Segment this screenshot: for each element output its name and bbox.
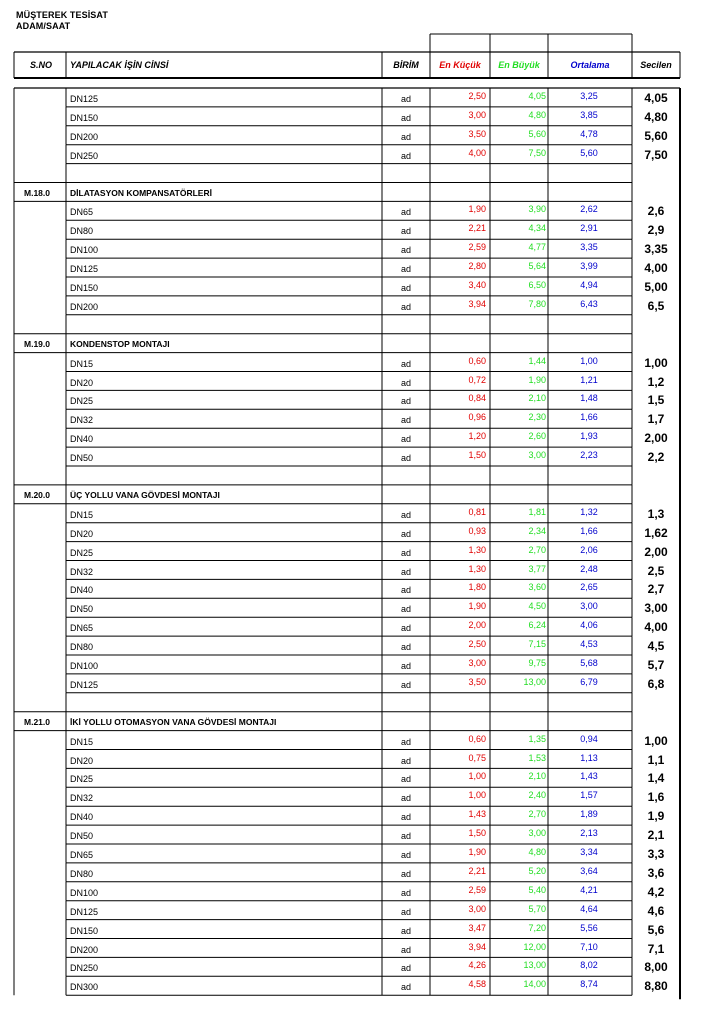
- item-selected: 1,62: [644, 525, 668, 540]
- item-max: 2,34: [528, 525, 546, 536]
- item-selected: 1,2: [647, 374, 665, 389]
- item-selected: 7,1: [647, 941, 665, 956]
- item-description: DN80: [70, 642, 94, 653]
- item-max: 12,00: [523, 941, 546, 952]
- item-max: 3,60: [528, 582, 546, 593]
- item-max: 13,00: [523, 676, 546, 687]
- item-selected: 4,5: [647, 639, 665, 654]
- item-selected: 4,6: [647, 903, 665, 918]
- item-min: 1,90: [468, 204, 486, 215]
- col-header-min: En Küçük: [439, 60, 481, 70]
- col-header-max: En Büyük: [498, 60, 540, 70]
- item-unit: ad: [400, 528, 411, 539]
- item-max: 4,77: [528, 242, 546, 253]
- item-selected: 2,00: [644, 431, 668, 446]
- item-description: DN50: [70, 604, 94, 615]
- item-selected: 5,60: [644, 128, 668, 143]
- item-average: 5,68: [580, 658, 598, 668]
- item-unit: ad: [400, 547, 411, 558]
- item-max: 9,75: [528, 658, 546, 668]
- item-description: DN40: [70, 585, 94, 596]
- item-min: 3,50: [468, 676, 486, 687]
- item-description: DN300: [70, 982, 99, 993]
- item-selected: 4,2: [647, 884, 665, 899]
- item-average: 6,43: [580, 298, 598, 309]
- item-min: 4,58: [468, 979, 486, 990]
- item-selected: 1,6: [647, 790, 665, 805]
- item-selected: 8,80: [644, 979, 668, 994]
- section-title: DİLATASYON KOMPANSATÖRLERİ: [70, 187, 212, 198]
- item-unit: ad: [400, 868, 411, 879]
- section-number: M.19.0: [24, 338, 50, 349]
- section-title: İKİ YOLLU OTOMASYON VANA GÖVDESİ MONTAJI: [70, 716, 277, 727]
- item-description: DN250: [70, 150, 99, 161]
- item-min: 1,43: [468, 809, 486, 820]
- item-average: 2,91: [580, 223, 598, 234]
- item-average: 8,02: [580, 960, 598, 971]
- item-min: 0,84: [468, 393, 486, 404]
- item-average: 4,94: [580, 280, 598, 290]
- item-description: DN125: [70, 679, 99, 690]
- item-unit: ad: [400, 396, 411, 407]
- item-average: 4,53: [580, 639, 598, 650]
- item-min: 3,00: [468, 903, 486, 914]
- item-max: 5,64: [528, 261, 546, 272]
- item-average: 5,56: [580, 922, 598, 933]
- item-min: 1,90: [468, 601, 486, 612]
- item-selected: 1,00: [644, 355, 668, 370]
- item-description: DN20: [70, 377, 94, 388]
- item-min: 3,40: [468, 280, 486, 290]
- item-unit: ad: [400, 94, 411, 104]
- item-average: 4,21: [580, 884, 598, 895]
- item-average: 1,66: [580, 412, 598, 423]
- item-unit: ad: [400, 812, 411, 823]
- item-unit: ad: [400, 887, 411, 898]
- item-max: 4,50: [528, 601, 546, 612]
- item-max: 4,05: [528, 91, 546, 101]
- item-average: 1,89: [580, 809, 598, 820]
- item-average: 6,79: [580, 676, 598, 687]
- item-description: DN25: [70, 774, 94, 785]
- item-min: 1,30: [468, 544, 486, 555]
- item-description: DN32: [70, 793, 94, 804]
- item-average: 2,23: [580, 450, 598, 461]
- item-description: DN100: [70, 887, 99, 898]
- item-description: DN15: [70, 736, 94, 747]
- item-unit: ad: [400, 755, 411, 766]
- item-unit: ad: [400, 774, 411, 785]
- item-max: 7,80: [528, 298, 546, 309]
- col-header-avg: Ortalama: [570, 60, 610, 70]
- item-max: 4,34: [528, 223, 546, 234]
- item-description: DN65: [70, 850, 94, 860]
- item-min: 3,47: [468, 922, 486, 933]
- item-unit: ad: [400, 585, 411, 596]
- item-average: 0,94: [580, 733, 598, 744]
- item-selected: 8,00: [644, 960, 668, 975]
- item-min: 2,50: [468, 639, 486, 650]
- item-average: 2,62: [580, 204, 598, 215]
- item-min: 2,00: [468, 620, 486, 631]
- section-title: ÜÇ YOLLU VANA GÖVDESİ MONTAJI: [70, 489, 220, 500]
- item-unit: ad: [400, 623, 411, 634]
- item-max: 5,40: [528, 884, 546, 895]
- item-max: 2,30: [528, 412, 546, 423]
- item-max: 2,10: [528, 771, 546, 782]
- item-description: DN40: [70, 812, 94, 823]
- item-max: 4,80: [528, 847, 546, 857]
- item-unit: ad: [400, 245, 411, 256]
- item-description: DN200: [70, 131, 99, 142]
- item-average: 3,99: [580, 261, 598, 272]
- item-description: DN200: [70, 301, 99, 312]
- item-max: 1,35: [528, 733, 546, 744]
- item-description: DN150: [70, 112, 99, 123]
- item-selected: 2,1: [647, 828, 665, 843]
- item-min: 2,50: [468, 91, 486, 101]
- item-selected: 2,9: [647, 223, 665, 238]
- item-unit: ad: [400, 831, 411, 842]
- sheet-title: MÜŞTEREK TESİSAT: [16, 10, 108, 20]
- item-unit: ad: [400, 434, 411, 445]
- item-average: 1,57: [580, 790, 598, 801]
- item-description: DN32: [70, 415, 94, 426]
- section-title: KONDENSTOP MONTAJI: [70, 338, 170, 349]
- item-average: 3,34: [580, 847, 598, 857]
- item-max: 3,77: [528, 563, 546, 574]
- item-selected: 3,6: [647, 865, 665, 880]
- item-average: 1,21: [580, 374, 598, 385]
- item-max: 1,44: [528, 355, 546, 366]
- item-description: DN25: [70, 547, 94, 558]
- item-unit: ad: [400, 661, 411, 671]
- item-selected: 6,5: [647, 298, 665, 313]
- item-selected: 4,05: [644, 91, 668, 105]
- item-max: 3,90: [528, 204, 546, 215]
- item-min: 1,00: [468, 771, 486, 782]
- item-selected: 7,50: [644, 147, 668, 162]
- item-min: 4,26: [468, 960, 486, 971]
- item-unit: ad: [400, 642, 411, 653]
- item-unit: ad: [400, 793, 411, 804]
- item-max: 2,60: [528, 431, 546, 442]
- item-min: 1,50: [468, 828, 486, 839]
- item-max: 13,00: [523, 960, 546, 971]
- item-max: 2,10: [528, 393, 546, 404]
- item-min: 0,96: [468, 412, 486, 423]
- item-average: 4,64: [580, 903, 598, 914]
- item-selected: 2,00: [644, 544, 668, 559]
- item-average: 7,10: [580, 941, 598, 952]
- item-min: 1,20: [468, 431, 486, 442]
- item-max: 7,20: [528, 922, 546, 933]
- item-average: 3,64: [580, 865, 598, 876]
- item-max: 3,00: [528, 450, 546, 461]
- item-description: DN50: [70, 453, 94, 464]
- item-min: 2,80: [468, 261, 486, 272]
- item-selected: 2,2: [647, 450, 665, 465]
- item-selected: 1,1: [647, 752, 665, 767]
- item-selected: 1,5: [647, 393, 665, 408]
- item-min: 1,50: [468, 450, 486, 461]
- item-min: 3,94: [468, 941, 486, 952]
- item-description: DN20: [70, 755, 94, 766]
- item-average: 2,65: [580, 582, 598, 593]
- item-description: DN15: [70, 509, 94, 520]
- item-average: 1,32: [580, 506, 598, 517]
- item-unit: ad: [400, 264, 411, 275]
- item-selected: 4,80: [644, 109, 668, 124]
- item-selected: 5,7: [647, 658, 665, 672]
- item-min: 0,75: [468, 752, 486, 763]
- item-description: DN150: [70, 925, 99, 936]
- item-average: 1,66: [580, 525, 598, 536]
- item-selected: 1,4: [647, 771, 665, 786]
- item-min: 2,59: [468, 884, 486, 895]
- item-min: 1,30: [468, 563, 486, 574]
- item-min: 2,21: [468, 865, 486, 876]
- item-max: 6,50: [528, 280, 546, 290]
- item-min: 4,00: [468, 147, 486, 158]
- item-selected: 1,7: [647, 412, 665, 427]
- item-unit: ad: [400, 112, 411, 123]
- item-description: DN65: [70, 623, 94, 634]
- item-unit: ad: [400, 131, 411, 142]
- item-average: 3,35: [580, 242, 598, 253]
- item-min: 0,72: [468, 374, 486, 385]
- item-max: 1,90: [528, 374, 546, 385]
- item-unit: ad: [400, 679, 411, 690]
- item-unit: ad: [400, 150, 411, 161]
- item-min: 3,00: [468, 658, 486, 668]
- item-unit: ad: [400, 301, 411, 312]
- item-unit: ad: [400, 925, 411, 936]
- item-description: DN80: [70, 226, 94, 237]
- item-max: 6,24: [528, 620, 546, 631]
- item-unit: ad: [400, 982, 411, 993]
- item-min: 1,90: [468, 847, 486, 857]
- item-average: 1,48: [580, 393, 598, 404]
- item-average: 1,00: [580, 355, 598, 366]
- item-unit: ad: [400, 509, 411, 520]
- item-average: 2,13: [580, 828, 598, 839]
- item-min: 2,21: [468, 223, 486, 234]
- item-min: 3,00: [468, 109, 486, 120]
- item-selected: 2,7: [647, 582, 665, 597]
- item-selected: 6,8: [647, 676, 665, 691]
- item-max: 2,70: [528, 809, 546, 820]
- col-header-unit: BİRİM: [393, 60, 419, 70]
- section-number: M.21.0: [24, 716, 50, 727]
- item-description: DN150: [70, 283, 99, 293]
- item-selected: 2,6: [647, 204, 665, 219]
- item-description: DN65: [70, 207, 94, 218]
- item-average: 3,25: [580, 91, 598, 101]
- item-selected: 3,00: [644, 601, 668, 616]
- item-unit: ad: [400, 963, 411, 974]
- item-unit: ad: [400, 283, 411, 293]
- item-max: 2,40: [528, 790, 546, 801]
- item-selected: 3,3: [647, 847, 665, 861]
- item-max: 1,53: [528, 752, 546, 763]
- item-max: 2,70: [528, 544, 546, 555]
- col-header-selected: Secilen: [640, 60, 672, 70]
- item-description: DN15: [70, 358, 94, 369]
- item-min: 0,60: [468, 355, 486, 366]
- item-unit: ad: [400, 850, 411, 860]
- item-selected: 5,00: [644, 280, 668, 294]
- item-description: DN250: [70, 963, 99, 974]
- item-max: 7,50: [528, 147, 546, 158]
- item-unit: ad: [400, 377, 411, 388]
- item-unit: ad: [400, 944, 411, 955]
- item-min: 0,93: [468, 525, 486, 536]
- item-min: 0,81: [468, 506, 486, 517]
- col-header-desc: YAPILACAK İŞİN CİNSİ: [70, 60, 169, 70]
- item-min: 1,80: [468, 582, 486, 593]
- item-unit: ad: [400, 415, 411, 426]
- item-description: DN32: [70, 566, 94, 577]
- item-max: 7,15: [528, 639, 546, 650]
- section-number: M.20.0: [24, 489, 50, 500]
- item-average: 1,93: [580, 431, 598, 442]
- item-description: DN125: [70, 94, 99, 104]
- item-unit: ad: [400, 566, 411, 577]
- item-average: 2,06: [580, 544, 598, 555]
- item-selected: 4,00: [644, 620, 668, 635]
- item-description: DN125: [70, 264, 99, 275]
- item-max: 3,00: [528, 828, 546, 839]
- item-description: DN25: [70, 396, 94, 407]
- sheet-subtitle: ADAM/SAAT: [16, 21, 71, 31]
- item-selected: 5,6: [647, 922, 665, 937]
- item-selected: 1,3: [647, 506, 665, 521]
- item-description: DN50: [70, 831, 94, 842]
- item-unit: ad: [400, 207, 411, 218]
- item-min: 0,60: [468, 733, 486, 744]
- col-header-sno: S.NO: [29, 60, 52, 70]
- item-average: 5,60: [580, 147, 598, 158]
- item-description: DN200: [70, 944, 99, 955]
- item-max: 5,70: [528, 903, 546, 914]
- item-min: 3,94: [468, 298, 486, 309]
- item-unit: ad: [400, 226, 411, 237]
- item-max: 5,60: [528, 128, 546, 139]
- item-selected: 2,5: [647, 563, 665, 578]
- item-max: 4,80: [528, 109, 546, 120]
- item-unit: ad: [400, 604, 411, 615]
- item-average: 8,74: [580, 979, 598, 990]
- item-selected: 1,9: [647, 809, 665, 824]
- item-unit: ad: [400, 453, 411, 464]
- item-description: DN100: [70, 245, 99, 256]
- item-selected: 1,00: [644, 733, 668, 748]
- item-average: 1,13: [580, 752, 598, 763]
- item-average: 2,48: [580, 563, 598, 574]
- item-average: 1,43: [580, 771, 598, 782]
- item-average: 4,06: [580, 620, 598, 631]
- item-max: 14,00: [523, 979, 546, 990]
- item-unit: ad: [400, 736, 411, 747]
- item-unit: ad: [400, 358, 411, 369]
- item-max: 1,81: [528, 506, 546, 517]
- item-selected: 3,35: [644, 242, 668, 257]
- item-description: DN100: [70, 661, 99, 671]
- item-min: 2,59: [468, 242, 486, 253]
- item-description: DN20: [70, 528, 94, 539]
- item-selected: 4,00: [644, 261, 668, 276]
- item-average: 3,00: [580, 601, 598, 612]
- item-average: 3,85: [580, 109, 598, 120]
- item-description: DN80: [70, 868, 94, 879]
- item-min: 1,00: [468, 790, 486, 801]
- item-min: 3,50: [468, 128, 486, 139]
- section-number: M.18.0: [24, 187, 50, 198]
- item-average: 4,78: [580, 128, 598, 139]
- item-description: DN40: [70, 434, 94, 445]
- item-max: 5,20: [528, 865, 546, 876]
- item-unit: ad: [400, 906, 411, 917]
- item-description: DN125: [70, 906, 99, 917]
